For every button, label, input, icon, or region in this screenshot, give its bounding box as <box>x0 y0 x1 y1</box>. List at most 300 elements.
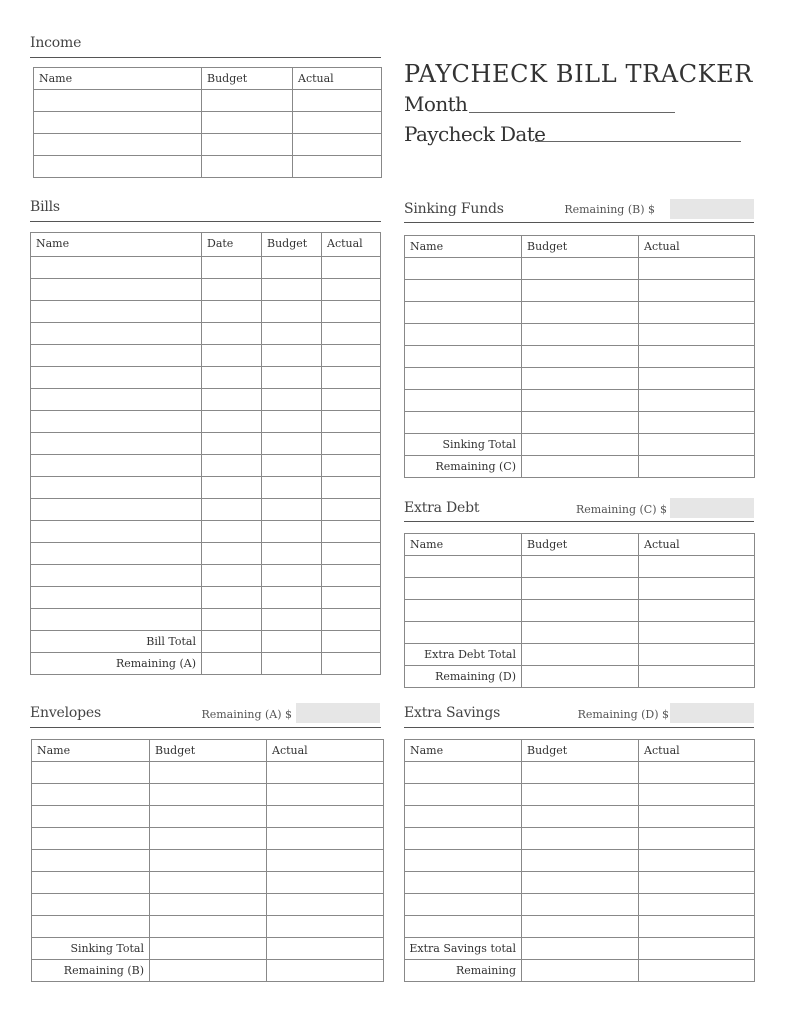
table-row <box>405 280 755 302</box>
actual-cell[interactable] <box>322 565 381 587</box>
name-cell[interactable] <box>31 367 202 389</box>
budget-cell[interactable] <box>262 653 322 675</box>
month-label: Month <box>404 92 468 116</box>
table-row <box>31 367 381 389</box>
envelopes-heading-rule <box>30 727 381 728</box>
actual-cell[interactable] <box>639 644 755 666</box>
table-row <box>405 784 755 806</box>
column-header-name: Name <box>34 68 202 90</box>
budget-cell[interactable] <box>522 960 639 982</box>
budget-cell[interactable] <box>262 609 322 631</box>
remaining-a-field[interactable] <box>296 703 380 723</box>
actual-cell[interactable] <box>639 872 755 894</box>
actual-cell[interactable] <box>639 434 755 456</box>
table-header-row <box>31 233 381 257</box>
actual-cell[interactable] <box>293 90 382 112</box>
name-cell[interactable] <box>32 806 150 828</box>
bills-heading-rule <box>30 221 381 222</box>
actual-cell[interactable] <box>322 543 381 565</box>
name-cell[interactable] <box>31 455 202 477</box>
date-cell[interactable] <box>202 279 262 301</box>
budget-cell[interactable] <box>262 565 322 587</box>
budget-cell[interactable] <box>522 916 639 938</box>
name-cell[interactable] <box>32 916 150 938</box>
budget-cell[interactable] <box>522 828 639 850</box>
actual-cell[interactable] <box>267 806 384 828</box>
actual-cell[interactable] <box>322 521 381 543</box>
name-cell[interactable] <box>34 90 202 112</box>
remaining-b-label: Remaining (B) $ <box>564 203 655 216</box>
actual-cell[interactable] <box>639 938 755 960</box>
name-cell[interactable] <box>32 784 150 806</box>
actual-cell[interactable] <box>639 894 755 916</box>
bills-table <box>30 232 381 675</box>
column-header-actual: Actual <box>639 236 755 258</box>
name-cell[interactable] <box>405 412 522 434</box>
extra-debt-total-label: Extra Debt Total <box>405 644 522 666</box>
budget-cell[interactable] <box>150 938 267 960</box>
name-cell[interactable] <box>31 477 202 499</box>
column-header-name: Name <box>31 233 202 257</box>
table-row <box>34 134 382 156</box>
table-header-row <box>34 68 382 90</box>
budget-cell[interactable] <box>522 280 639 302</box>
actual-cell[interactable] <box>639 806 755 828</box>
actual-cell[interactable] <box>639 412 755 434</box>
budget-cell[interactable] <box>522 938 639 960</box>
date-cell[interactable] <box>202 565 262 587</box>
actual-cell[interactable] <box>322 587 381 609</box>
name-cell[interactable] <box>405 894 522 916</box>
actual-cell[interactable] <box>322 411 381 433</box>
date-cell[interactable] <box>202 609 262 631</box>
column-header-actual: Actual <box>322 233 381 257</box>
table-row <box>405 622 755 644</box>
actual-cell[interactable] <box>639 600 755 622</box>
table-row <box>31 477 381 499</box>
actual-cell[interactable] <box>322 499 381 521</box>
actual-cell[interactable] <box>639 784 755 806</box>
remaining-d-label: Remaining (D) <box>405 666 522 688</box>
actual-cell[interactable] <box>267 850 384 872</box>
table-row <box>32 784 384 806</box>
name-cell[interactable] <box>32 850 150 872</box>
table-row <box>34 112 382 134</box>
actual-cell[interactable] <box>639 324 755 346</box>
paycheck-date-field[interactable] <box>535 141 741 142</box>
page-title: PAYCHECK BILL TRACKER <box>404 60 753 88</box>
name-cell[interactable] <box>405 280 522 302</box>
table-row <box>32 872 384 894</box>
actual-cell[interactable] <box>267 762 384 784</box>
name-cell[interactable] <box>31 499 202 521</box>
remaining-d-field[interactable] <box>670 703 754 723</box>
name-cell[interactable] <box>31 609 202 631</box>
remaining-c-label: Remaining (C) <box>405 456 522 478</box>
name-cell[interactable] <box>405 390 522 412</box>
remaining-c-row <box>405 456 755 478</box>
envelopes-table <box>31 739 384 982</box>
extra-savings-total-label: Extra Savings total <box>405 938 522 960</box>
table-row <box>405 412 755 434</box>
name-cell[interactable] <box>405 762 522 784</box>
name-cell[interactable] <box>405 784 522 806</box>
actual-cell[interactable] <box>639 622 755 644</box>
budget-cell[interactable] <box>262 367 322 389</box>
table-row <box>31 345 381 367</box>
date-cell[interactable] <box>202 587 262 609</box>
date-cell[interactable] <box>202 499 262 521</box>
budget-cell[interactable] <box>522 666 639 688</box>
extra-savings-heading: Extra Savings <box>404 705 501 721</box>
budget-cell[interactable] <box>522 368 639 390</box>
name-cell[interactable] <box>31 411 202 433</box>
actual-cell[interactable] <box>639 456 755 478</box>
sinking-funds-heading: Sinking Funds <box>404 201 504 217</box>
name-cell[interactable] <box>405 872 522 894</box>
name-cell[interactable] <box>31 257 202 279</box>
budget-cell[interactable] <box>262 477 322 499</box>
budget-cell[interactable] <box>202 112 293 134</box>
actual-cell[interactable] <box>322 389 381 411</box>
extra-debt-heading-rule <box>404 521 754 522</box>
actual-cell[interactable] <box>639 960 755 982</box>
name-cell[interactable] <box>405 556 522 578</box>
table-row <box>405 762 755 784</box>
bill-total-label: Bill Total <box>31 631 202 653</box>
date-cell[interactable] <box>202 653 262 675</box>
table-row <box>31 499 381 521</box>
name-cell[interactable] <box>31 323 202 345</box>
budget-cell[interactable] <box>522 850 639 872</box>
budget-cell[interactable] <box>522 644 639 666</box>
table-row <box>32 894 384 916</box>
remaining-a-label: Remaining (A) <box>31 653 202 675</box>
budget-cell[interactable] <box>522 346 639 368</box>
name-cell[interactable] <box>405 368 522 390</box>
budget-cell[interactable] <box>522 456 639 478</box>
actual-cell[interactable] <box>639 556 755 578</box>
sinking-funds-table <box>404 235 755 478</box>
table-row <box>405 258 755 280</box>
actual-cell[interactable] <box>322 609 381 631</box>
budget-cell[interactable] <box>262 631 322 653</box>
table-row <box>31 389 381 411</box>
extra-savings-table <box>404 739 755 982</box>
table-row <box>31 609 381 631</box>
budget-cell[interactable] <box>262 389 322 411</box>
remaining-a-row <box>31 653 381 675</box>
budget-cell[interactable] <box>150 916 267 938</box>
actual-cell[interactable] <box>639 666 755 688</box>
date-cell[interactable] <box>202 257 262 279</box>
table-row <box>32 762 384 784</box>
name-cell[interactable] <box>32 828 150 850</box>
budget-cell[interactable] <box>262 587 322 609</box>
table-row <box>34 90 382 112</box>
budget-cell[interactable] <box>522 412 639 434</box>
bills-heading: Bills <box>30 199 60 215</box>
name-cell[interactable] <box>31 543 202 565</box>
extra-debt-total-row <box>405 644 755 666</box>
date-cell[interactable] <box>202 477 262 499</box>
actual-cell[interactable] <box>267 784 384 806</box>
name-cell[interactable] <box>34 156 202 178</box>
name-cell[interactable] <box>405 302 522 324</box>
table-row <box>31 455 381 477</box>
table-row <box>405 850 755 872</box>
table-row <box>405 872 755 894</box>
actual-cell[interactable] <box>639 916 755 938</box>
actual-cell[interactable] <box>639 850 755 872</box>
budget-cell[interactable] <box>522 258 639 280</box>
name-cell[interactable] <box>31 521 202 543</box>
actual-cell[interactable] <box>267 828 384 850</box>
actual-cell[interactable] <box>322 367 381 389</box>
name-cell[interactable] <box>405 324 522 346</box>
date-cell[interactable] <box>202 543 262 565</box>
table-row <box>405 894 755 916</box>
budget-cell[interactable] <box>522 390 639 412</box>
budget-cell[interactable] <box>262 521 322 543</box>
budget-cell[interactable] <box>150 850 267 872</box>
budget-cell[interactable] <box>522 894 639 916</box>
budget-cell[interactable] <box>522 622 639 644</box>
remaining-d-row <box>405 666 755 688</box>
table-row <box>405 368 755 390</box>
actual-cell[interactable] <box>322 455 381 477</box>
budget-cell[interactable] <box>262 433 322 455</box>
actual-cell[interactable] <box>639 280 755 302</box>
name-cell[interactable] <box>405 622 522 644</box>
budget-cell[interactable] <box>262 499 322 521</box>
budget-cell[interactable] <box>262 323 322 345</box>
name-cell[interactable] <box>405 916 522 938</box>
budget-cell[interactable] <box>262 455 322 477</box>
extra-savings-heading-rule <box>404 727 754 728</box>
remaining-row <box>405 960 755 982</box>
extra-debt-table <box>404 533 755 688</box>
table-row <box>31 565 381 587</box>
name-cell[interactable] <box>405 258 522 280</box>
budget-cell[interactable] <box>522 784 639 806</box>
budget-cell[interactable] <box>150 960 267 982</box>
budget-cell[interactable] <box>150 784 267 806</box>
budget-cell[interactable] <box>262 257 322 279</box>
income-heading-rule <box>30 57 381 58</box>
actual-cell[interactable] <box>322 477 381 499</box>
name-cell[interactable] <box>405 850 522 872</box>
column-header-actual: Actual <box>639 740 755 762</box>
table-row <box>405 806 755 828</box>
table-row <box>405 556 755 578</box>
budget-cell[interactable] <box>202 90 293 112</box>
table-row <box>32 828 384 850</box>
column-header-actual: Actual <box>639 534 755 556</box>
date-cell[interactable] <box>202 345 262 367</box>
actual-cell[interactable] <box>639 828 755 850</box>
month-field[interactable] <box>469 112 675 113</box>
name-cell[interactable] <box>31 433 202 455</box>
actual-cell[interactable] <box>267 938 384 960</box>
budget-cell[interactable] <box>202 156 293 178</box>
paycheck-date-label: Paycheck Date <box>404 122 546 146</box>
table-row <box>405 916 755 938</box>
table-row <box>405 346 755 368</box>
table-row <box>34 156 382 178</box>
name-cell[interactable] <box>32 872 150 894</box>
actual-cell[interactable] <box>267 916 384 938</box>
date-cell[interactable] <box>202 367 262 389</box>
name-cell[interactable] <box>405 828 522 850</box>
name-cell[interactable] <box>32 762 150 784</box>
actual-cell[interactable] <box>639 258 755 280</box>
table-row <box>405 828 755 850</box>
column-header-budget: Budget <box>522 534 639 556</box>
table-row <box>31 279 381 301</box>
date-cell[interactable] <box>202 433 262 455</box>
budget-cell[interactable] <box>262 411 322 433</box>
table-row <box>405 578 755 600</box>
actual-cell[interactable] <box>267 872 384 894</box>
actual-cell[interactable] <box>293 112 382 134</box>
actual-cell[interactable] <box>322 433 381 455</box>
date-cell[interactable] <box>202 411 262 433</box>
budget-cell[interactable] <box>522 434 639 456</box>
name-cell[interactable] <box>31 301 202 323</box>
name-cell[interactable] <box>34 134 202 156</box>
name-cell[interactable] <box>405 346 522 368</box>
budget-cell[interactable] <box>522 762 639 784</box>
name-cell[interactable] <box>31 389 202 411</box>
budget-cell[interactable] <box>150 806 267 828</box>
column-header-budget: Budget <box>522 236 639 258</box>
remaining-c-field[interactable] <box>670 498 754 518</box>
table-row <box>405 600 755 622</box>
envelope-sinking-total-row <box>32 938 384 960</box>
column-header-name: Name <box>405 236 522 258</box>
date-cell[interactable] <box>202 301 262 323</box>
date-cell[interactable] <box>202 631 262 653</box>
column-header-budget: Budget <box>262 233 322 257</box>
date-cell[interactable] <box>202 455 262 477</box>
budget-cell[interactable] <box>522 600 639 622</box>
budget-cell[interactable] <box>262 543 322 565</box>
name-cell[interactable] <box>31 279 202 301</box>
budget-cell[interactable] <box>522 806 639 828</box>
actual-cell[interactable] <box>322 279 381 301</box>
column-header-budget: Budget <box>150 740 267 762</box>
budget-cell[interactable] <box>522 302 639 324</box>
actual-cell[interactable] <box>639 578 755 600</box>
name-cell[interactable] <box>31 345 202 367</box>
budget-cell[interactable] <box>150 762 267 784</box>
actual-cell[interactable] <box>322 345 381 367</box>
column-header-budget: Budget <box>522 740 639 762</box>
remaining-a-box-label: Remaining (A) $ <box>201 708 292 721</box>
remaining-d-box-label: Remaining (D) $ <box>577 708 669 721</box>
actual-cell[interactable] <box>322 257 381 279</box>
name-cell[interactable] <box>405 806 522 828</box>
extra-debt-heading: Extra Debt <box>404 500 480 516</box>
column-header-budget: Budget <box>202 68 293 90</box>
budget-cell[interactable] <box>262 279 322 301</box>
actual-cell[interactable] <box>322 653 381 675</box>
budget-cell[interactable] <box>150 828 267 850</box>
budget-cell[interactable] <box>150 894 267 916</box>
actual-cell[interactable] <box>639 368 755 390</box>
budget-cell[interactable] <box>262 301 322 323</box>
name-cell[interactable] <box>405 600 522 622</box>
name-cell[interactable] <box>405 578 522 600</box>
sinking-funds-heading-rule <box>404 222 754 223</box>
table-row <box>32 850 384 872</box>
remaining-c-box-label: Remaining (C) $ <box>575 503 667 516</box>
budget-cell[interactable] <box>522 872 639 894</box>
sinking-total-label: Sinking Total <box>405 434 522 456</box>
table-header-row <box>405 534 755 556</box>
actual-cell[interactable] <box>293 156 382 178</box>
name-cell[interactable] <box>31 565 202 587</box>
actual-cell[interactable] <box>267 894 384 916</box>
table-row <box>32 806 384 828</box>
remaining-label: Remaining <box>405 960 522 982</box>
name-cell[interactable] <box>31 587 202 609</box>
remaining-b-row-label: Remaining (B) <box>32 960 150 982</box>
budget-cell[interactable] <box>522 578 639 600</box>
table-row <box>31 521 381 543</box>
actual-cell[interactable] <box>322 631 381 653</box>
table-row <box>405 390 755 412</box>
column-header-actual: Actual <box>267 740 384 762</box>
actual-cell[interactable] <box>267 960 384 982</box>
actual-cell[interactable] <box>639 302 755 324</box>
table-row <box>405 324 755 346</box>
remaining-b-row <box>32 960 384 982</box>
budget-cell[interactable] <box>150 872 267 894</box>
income-heading: Income <box>30 35 82 51</box>
actual-cell[interactable] <box>639 762 755 784</box>
table-row <box>31 587 381 609</box>
table-row <box>31 411 381 433</box>
date-cell[interactable] <box>202 323 262 345</box>
table-row <box>31 543 381 565</box>
table-header-row <box>32 740 384 762</box>
date-cell[interactable] <box>202 389 262 411</box>
table-row <box>405 302 755 324</box>
budget-cell[interactable] <box>202 134 293 156</box>
bill-total-row <box>31 631 381 653</box>
actual-cell[interactable] <box>293 134 382 156</box>
actual-cell[interactable] <box>639 390 755 412</box>
actual-cell[interactable] <box>639 346 755 368</box>
table-row <box>31 301 381 323</box>
budget-cell[interactable] <box>262 345 322 367</box>
actual-cell[interactable] <box>322 301 381 323</box>
column-header-date: Date <box>202 233 262 257</box>
extra-savings-total-row <box>405 938 755 960</box>
column-header-name: Name <box>405 740 522 762</box>
name-cell[interactable] <box>34 112 202 134</box>
table-row <box>32 916 384 938</box>
name-cell[interactable] <box>32 894 150 916</box>
remaining-b-field[interactable] <box>670 199 754 219</box>
sinking-total-row <box>405 434 755 456</box>
budget-cell[interactable] <box>522 324 639 346</box>
budget-cell[interactable] <box>522 556 639 578</box>
actual-cell[interactable] <box>322 323 381 345</box>
date-cell[interactable] <box>202 521 262 543</box>
